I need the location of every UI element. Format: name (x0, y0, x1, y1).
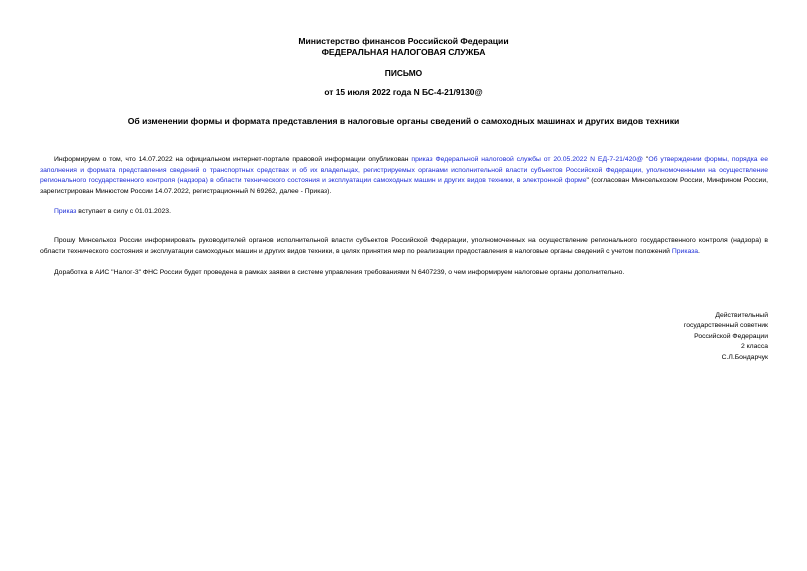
paragraph-1 (40, 155, 768, 197)
order-link[interactable]: приказ Федеральной налоговой службы от 20.05.2022 N ЕД-7-21/420@ (411, 156, 644, 163)
signature-name: С.Л.Бондарчук (721, 353, 768, 361)
doc-subject: Об изменении формы и формата представления в налоговые органы сведений о самоходных машинах и других видов техники (127, 116, 680, 126)
order-ref-link[interactable]: Приказ (54, 208, 77, 215)
paragraph-1-text-after: " (согласован Минсельхозом России, Минфином России, зарегистрирован Минюстом России 14.07.2022, регистрационный N 69262, далее - Приказ). (40, 177, 769, 195)
paragraph-3-text: Прошу Минсельхоз России информировать руководителей органов исполнительной власти субъектов Российской Федерации, уполномоченных на осуществление регионального государственного контроля (надзора) в области технического состояния и эксплуатации самоходных машин и других видов техники, в целях принятия мер по реализации предоставления в налоговые органы сведений с учетом положений (40, 237, 768, 255)
paragraph-1-text-before: Информируем о том, что 14.07.2022 на официальном интернет-портале правовой информации опубликован (54, 156, 412, 163)
paragraph-2 (40, 207, 768, 218)
order-title-link[interactable]: Об утверждении формы, порядка ее заполнения и формата представления сведений о транспортных средствах и об их владельцах, регистрируемых органами исполнительной власти субъектов Российской Федерации, уполномоченными на осуществление регионального государственного контроля (надзора) в области технического состояния и эксплуатации самоходных машин и других видов техники, в электронной форме (40, 156, 768, 185)
signature-line-4: 2 класса (740, 343, 768, 351)
paragraph-3 (40, 236, 768, 257)
ministry-heading: Министерство финансов Российской Федерации (298, 36, 509, 46)
signature-block (600, 311, 768, 363)
signature-line-3: Российской Федерации (694, 332, 768, 340)
paragraph-2-text: вступает в силу с 01.01.2023. (76, 208, 171, 215)
doc-type-heading: ПИСЬМО (384, 68, 423, 78)
signature-line-2: государственный советник (683, 322, 768, 330)
doc-date-number: от 15 июля 2022 года N БС-4-21/9130@ (324, 87, 483, 97)
paragraph-4-text: Доработка в АИС "Налог-3" ФНС России будет проведена в рамках заявки в системе управления требованиями N 6407239, о чем информируем налоговые органы дополнительно. (54, 269, 625, 276)
paragraph-4 (40, 268, 768, 279)
service-heading: ФЕДЕРАЛЬНАЯ НАЛОГОВАЯ СЛУЖБА (321, 47, 486, 57)
paragraph-3-text-end: . (698, 247, 700, 255)
paragraph-1-text-mid: " (643, 156, 649, 163)
order-ref-link-2[interactable]: Приказа (671, 247, 699, 255)
signature-line-1: Действительный (715, 312, 768, 319)
